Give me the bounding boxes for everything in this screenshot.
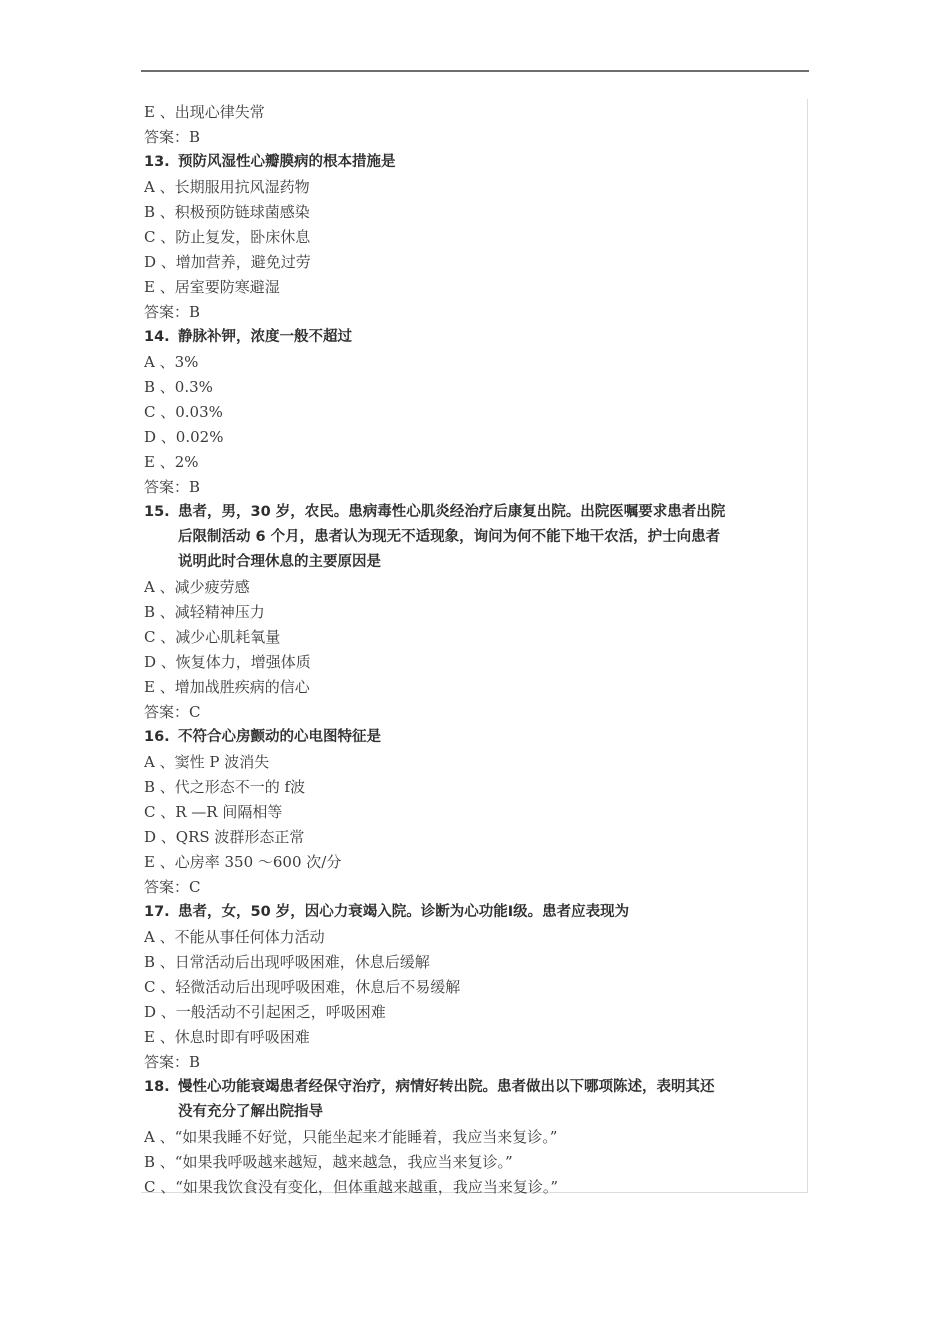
option-line: B 、减轻精神压力 xyxy=(144,603,265,621)
question-stem xyxy=(144,1075,806,1125)
question-text xyxy=(178,500,806,575)
question-text-line: 说明此时合理休息的主要原因是 xyxy=(178,554,381,570)
option-line: B 、日常活动后出现呼吸困难，休息后缓解 xyxy=(144,953,430,971)
question-text xyxy=(178,725,806,750)
question-stem xyxy=(144,725,806,750)
question-text-line: 患者，女，50 岁，因心力衰竭入院。诊断为心功能Ⅰ级。患者应表现为 xyxy=(178,904,630,920)
answer-line: 答案：C xyxy=(144,878,201,896)
question-text-line: 后限制活动 6 个月，患者认为现无不适现象，询问为何不能下地干农活，护士向患者 xyxy=(178,529,721,545)
question-number: 14. xyxy=(144,329,170,345)
option-line: D 、增加营养，避免过劳 xyxy=(144,253,311,271)
question-number: 13. xyxy=(144,154,170,170)
question-text-line: 预防风湿性心瓣膜病的根本措施是 xyxy=(178,154,396,170)
answer-line: 答案：B xyxy=(144,303,201,321)
option-line: D 、一般活动不引起困乏，呼吸困难 xyxy=(144,1003,386,1021)
question-stem xyxy=(144,900,806,925)
question-text-line: 静脉补钾，浓度一般不超过 xyxy=(178,329,352,345)
question-text xyxy=(178,150,806,175)
question-text xyxy=(178,1075,806,1125)
option-line: A 、减少疲劳感 xyxy=(144,578,250,596)
question-text-line: 没有充分了解出院指导 xyxy=(178,1104,323,1120)
option-line: B 、“如果我呼吸越来越短，越来越急，我应当来复诊。” xyxy=(144,1153,513,1171)
option-line: E 、居室要防寒避湿 xyxy=(144,278,280,296)
option-line: E 、心房率 350 ～600 次/分 xyxy=(144,853,342,871)
question-text-line: 不符合心房颤动的心电图特征是 xyxy=(178,729,381,745)
answer-line: 答案：B xyxy=(144,1053,201,1071)
question-text xyxy=(178,325,806,350)
option-line: C 、轻微活动后出现呼吸困难，休息后不易缓解 xyxy=(144,978,461,996)
option-line: B 、积极预防链球菌感染 xyxy=(144,203,310,221)
question-stem xyxy=(144,500,806,575)
question-list xyxy=(144,100,806,1200)
option-line: A 、不能从事任何体力活动 xyxy=(144,928,325,946)
question-stem xyxy=(144,150,806,175)
option-line: C 、“如果我饮食没有变化，但体重越来越重，我应当来复诊。” xyxy=(144,1178,559,1196)
header-rule xyxy=(141,70,809,72)
question-number: 15. xyxy=(144,504,170,520)
option-line: C 、减少心肌耗氧量 xyxy=(144,628,281,646)
option-line: A 、“如果我睡不好觉，只能坐起来才能睡着，我应当来复诊。” xyxy=(144,1128,558,1146)
option-line: B 、0.3% xyxy=(144,378,213,396)
option-line: A 、窦性 P 波消失 xyxy=(144,753,270,771)
question-number: 17. xyxy=(144,904,170,920)
option-line: C 、0.03% xyxy=(144,403,223,421)
option-line: C 、防止复发，卧床休息 xyxy=(144,228,311,246)
option-line: C 、R —R 间隔相等 xyxy=(144,803,283,821)
answer-line: 答案：C xyxy=(144,703,201,721)
answer-line: 答案：B xyxy=(144,478,201,496)
question-text-line: 患者，男，30 岁，农民。患病毒性心肌炎经治疗后康复出院。出院医嘱要求患者出院 xyxy=(178,504,726,520)
answer-line: 答案：B xyxy=(144,128,201,146)
option-line: E 、增加战胜疾病的信心 xyxy=(144,678,310,696)
question-text xyxy=(178,900,806,925)
question-number: 16. xyxy=(144,729,170,745)
option-line: E 、2% xyxy=(144,453,199,471)
option-line: E 、休息时即有呼吸困难 xyxy=(144,1028,310,1046)
option-line: D 、QRS 波群形态正常 xyxy=(144,828,305,846)
option-line: B 、代之形态不一的 f波 xyxy=(144,778,306,796)
question-text-line: 慢性心功能衰竭患者经保守治疗，病情好转出院。患者做出以下哪项陈述，表明其还 xyxy=(178,1079,715,1095)
option-line: E 、出现心律失常 xyxy=(144,103,265,121)
option-line: D 、0.02% xyxy=(144,428,224,446)
question-stem xyxy=(144,325,806,350)
question-number: 18. xyxy=(144,1079,170,1095)
option-line: D 、恢复体力，增强体质 xyxy=(144,653,311,671)
option-line: A 、3% xyxy=(144,353,199,371)
option-line: A 、长期服用抗风湿药物 xyxy=(144,178,310,196)
